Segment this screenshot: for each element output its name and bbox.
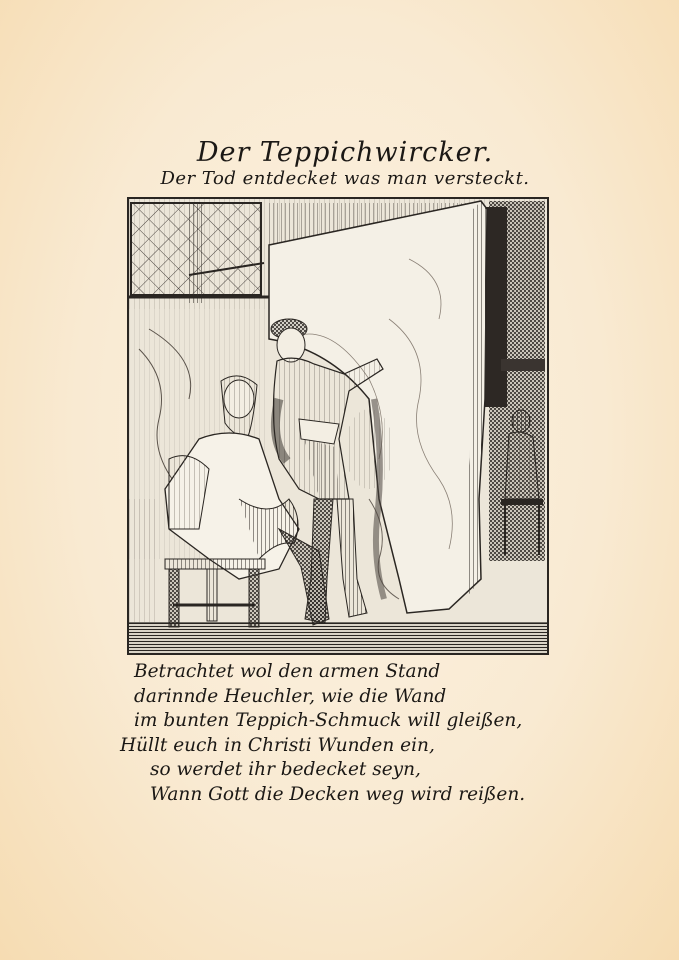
verse-line: so werdet ihr bedecket seyn, [150, 759, 421, 780]
verse-line: Wann Gott die Decken weg wird reißen. [150, 783, 526, 805]
page-title: Der Teppichwircker. [196, 137, 494, 168]
engraving-plate [127, 197, 549, 655]
verse-line: Betrachtet wol den armen Stand [134, 661, 441, 682]
engraving-illustration [129, 199, 547, 653]
verse-block [120, 660, 560, 807]
verse-line: im bunten Teppich-Schmuck will gleißen, [134, 710, 523, 731]
page-subtitle: Der Tod entdecket was man versteckt. [160, 168, 530, 189]
verse-line: Hüllt euch in Christi Wunden ein, [120, 734, 435, 756]
verse-line: darinnde Heuchler, wie die Wand [134, 685, 447, 707]
